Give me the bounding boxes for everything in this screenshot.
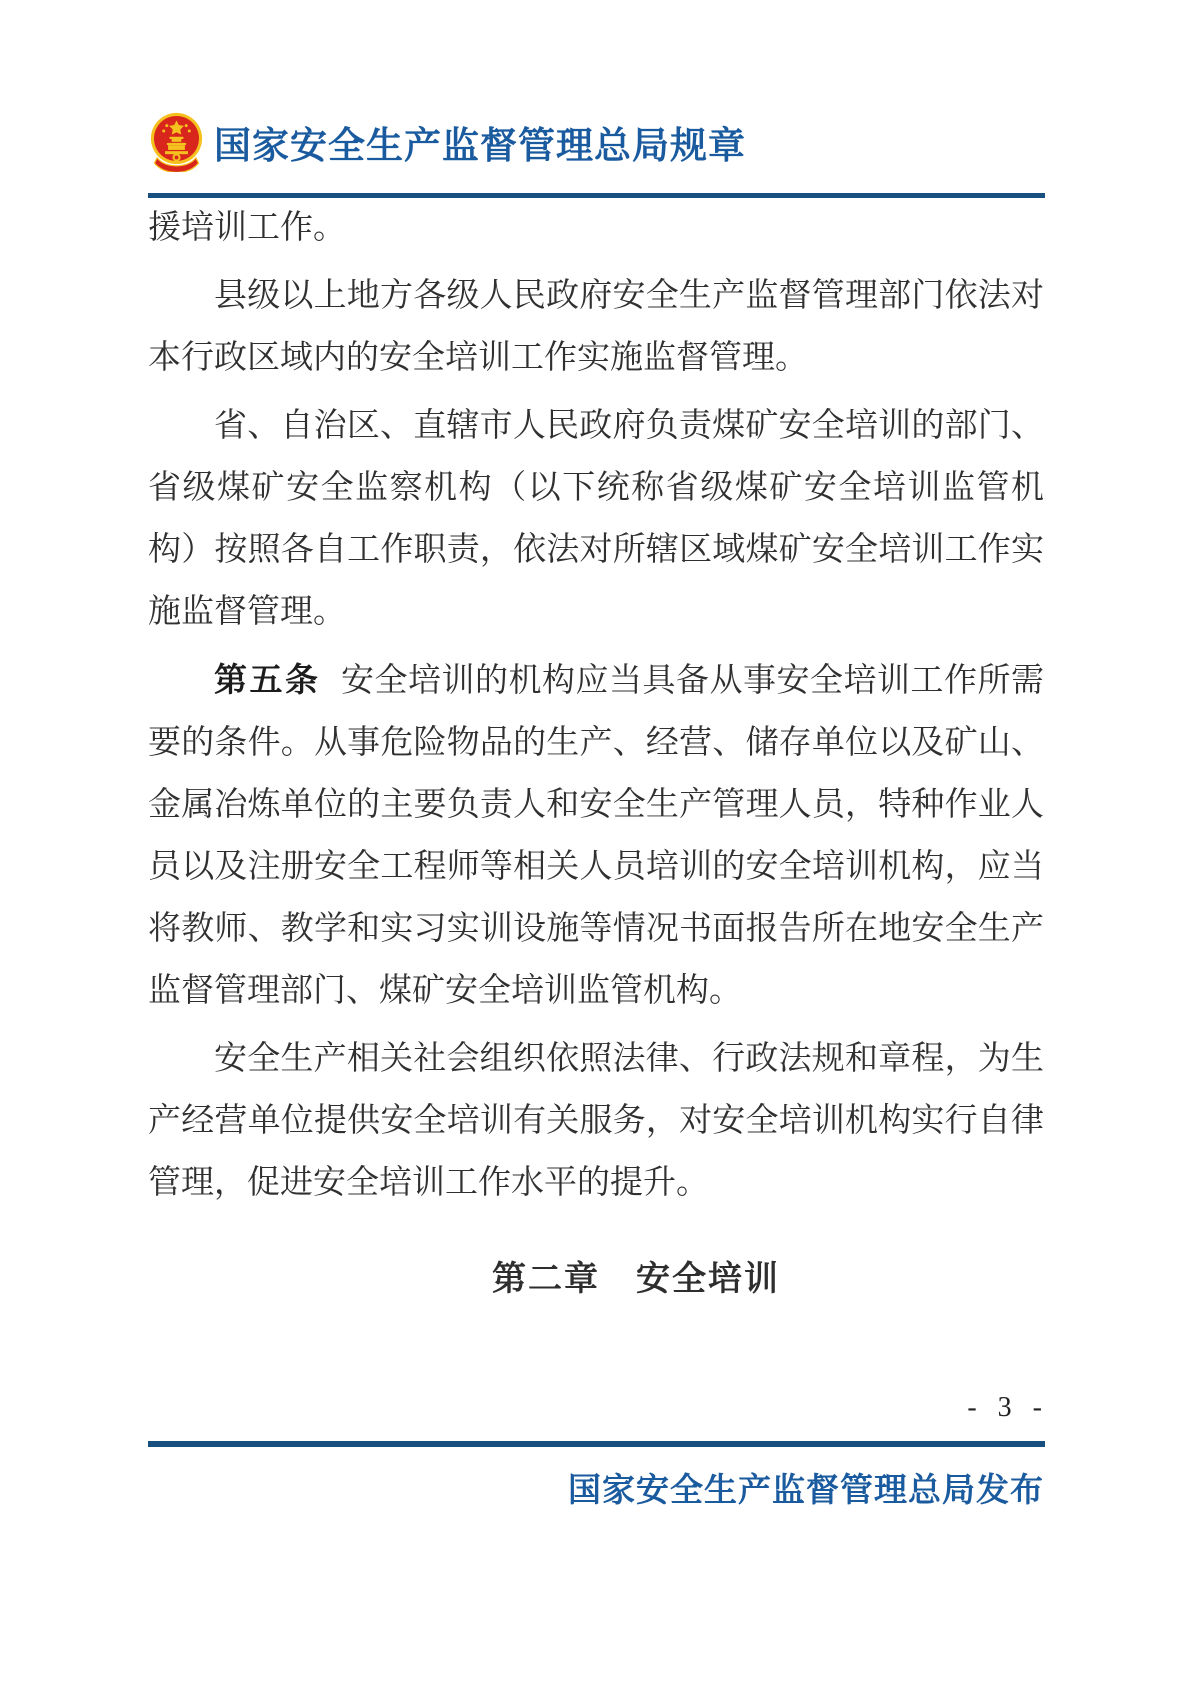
paragraph: 安全生产相关社会组织依照法律、行政法规和章程，为生产经营单位提供安全培训有关服务，对安全培训机构实行自律管理，促进安全培训工作水平的提升。 [148, 1041, 1044, 1201]
national-emblem-icon [148, 112, 205, 172]
chapter-heading: 第二章 安全培训 [492, 1259, 780, 1299]
footer-rule [148, 1441, 1045, 1447]
page-number: - 3 - [967, 1392, 1044, 1423]
publisher-line: 国家安全生产监督管理总局发布 [568, 1473, 1044, 1509]
paragraph: 第五条 安全培训的机构应当具备从事安全培训工作所需要的条件。从事危险物品的生产、经营、储存单位以及矿山、金属冶炼单位的主要负责人和安全生产管理人员，特种作业人员以及注册安全工程师等相关人员培训的安全培训机构，应当将教师、教学和实习实训设施等情况书面报告所在地安全生产监督管理部门、煤矿安全培训监管机构。 [148, 660, 1045, 1009]
document-body [148, 197, 1044, 1220]
page-title: 国家安全生产监督管理总局规章 [214, 126, 746, 167]
article-number: 第五条 [214, 660, 321, 699]
paragraph: 援培训工作。 [148, 210, 346, 246]
paragraph: 省、自治区、直辖市人民政府负责煤矿安全培训的部门、省级煤矿安全监察机构（以下统称省级煤矿安全培训监管机构）按照各自工作职责，依法对所辖区域煤矿安全培训工作实施监督管理。 [148, 408, 1044, 630]
paragraph: 县级以上地方各级人民政府安全生产监督管理部门依法对本行政区域内的安全培训工作实施监督管理。 [148, 278, 1044, 376]
page-header [148, 112, 1044, 172]
